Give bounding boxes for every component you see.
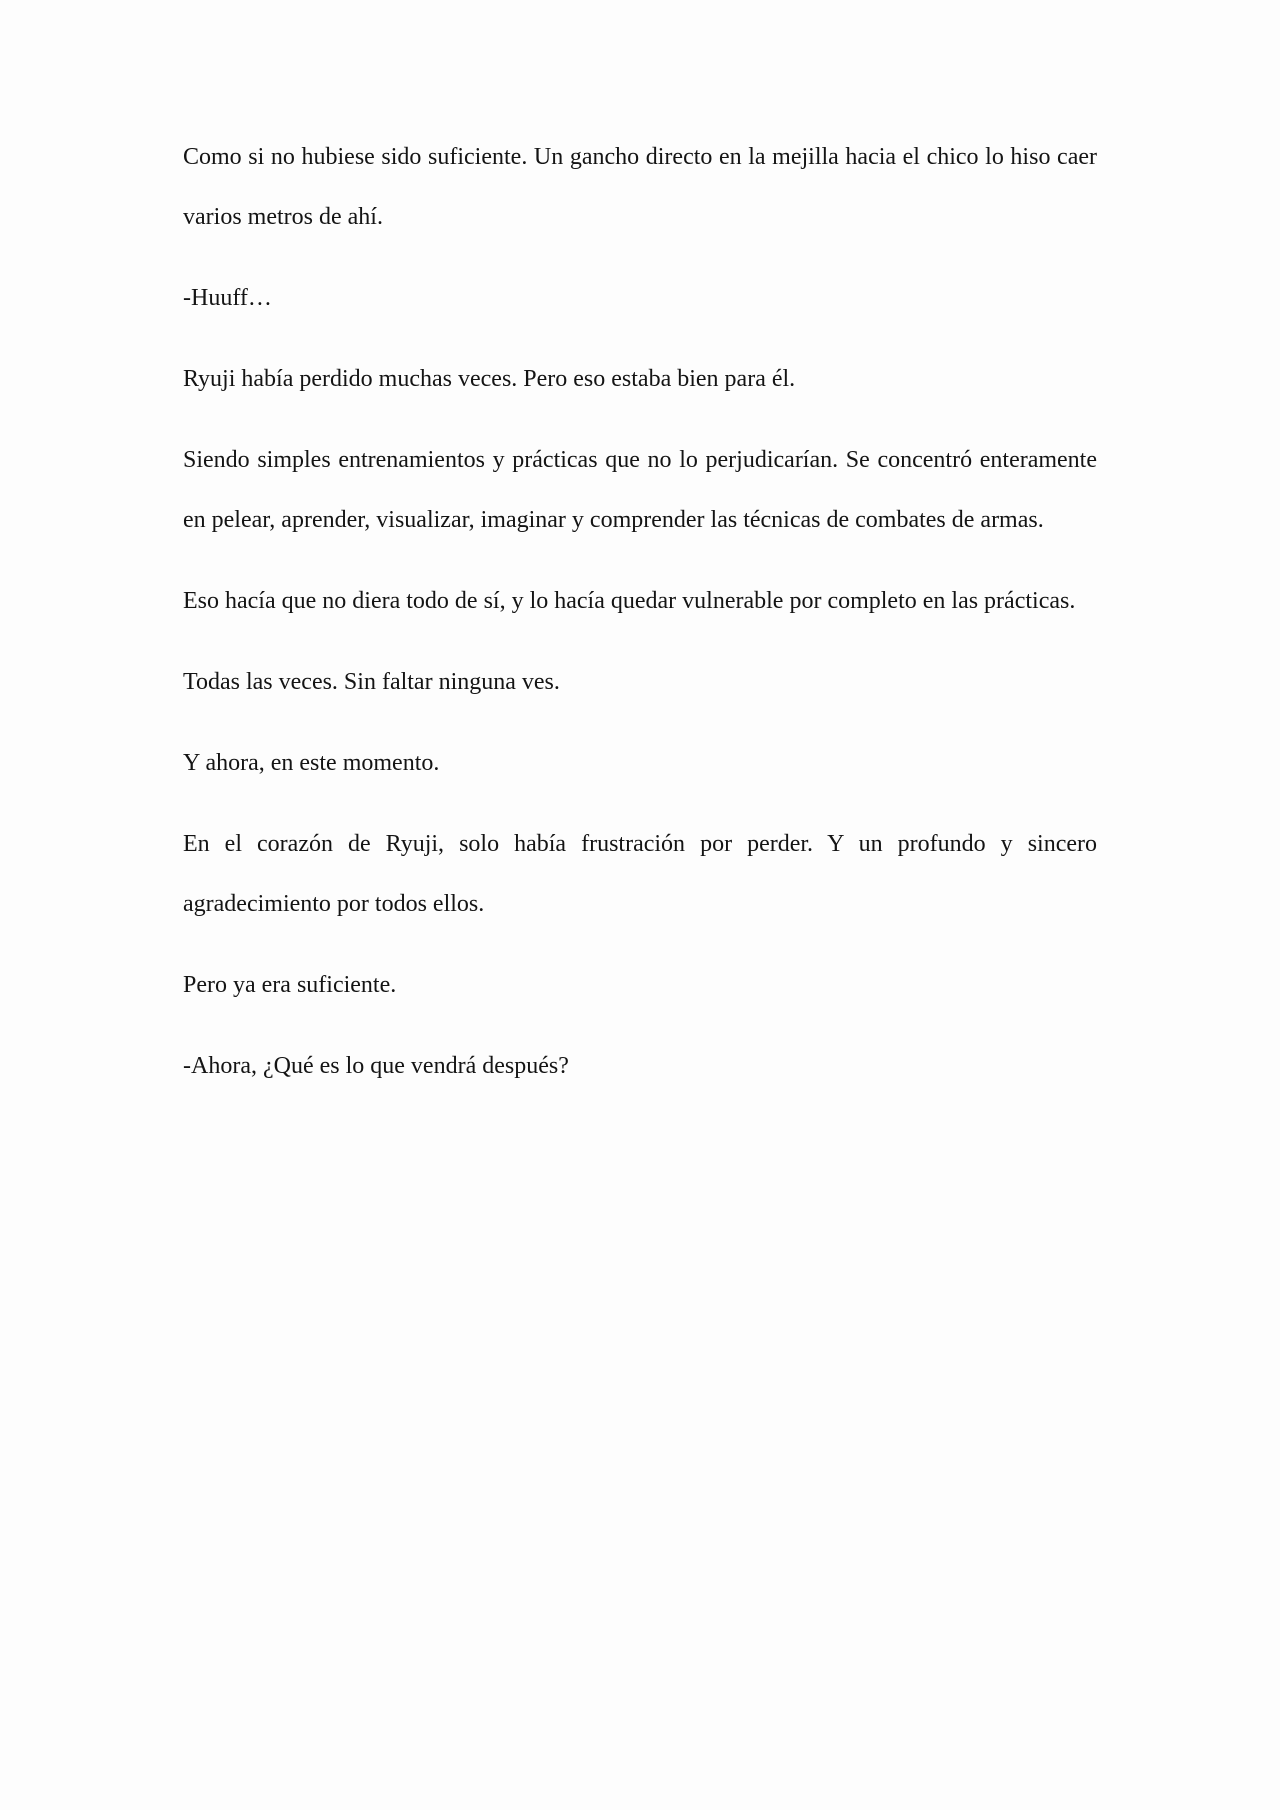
paragraph-2: -Huuff…	[183, 285, 272, 311]
paragraph-5: Eso hacía que no diera todo de sí, y lo hacía quedar vulnerable por completo en las prácticas.	[183, 588, 1076, 614]
paragraph-7: Y ahora, en este momento.	[183, 750, 440, 776]
paragraph-1: Como si no hubiese sido suficiente. Un gancho directo en la mejilla hacia el chico lo hiso caer varios metros de ahí.	[183, 144, 1097, 230]
paragraph-8: En el corazón de Ryuji, solo había frustración por perder. Y un profundo y sincero agradecimiento por todos ellos.	[183, 831, 1097, 917]
paragraph-10: -Ahora, ¿Qué es lo que vendrá después?	[183, 1053, 569, 1079]
paragraph-9: Pero ya era suficiente.	[183, 972, 397, 998]
document-body	[183, 144, 1097, 1117]
paragraph-3: Ryuji había perdido muchas veces. Pero eso estaba bien para él.	[183, 366, 796, 392]
paragraph-6: Todas las veces. Sin faltar ninguna ves.	[183, 669, 560, 695]
paragraph-4: Siendo simples entrenamientos y prácticas que no lo perjudicarían. Se concentró enteramente en pelear, aprender, visualizar, imaginar y comprender las técnicas de combates de armas.	[183, 447, 1097, 533]
